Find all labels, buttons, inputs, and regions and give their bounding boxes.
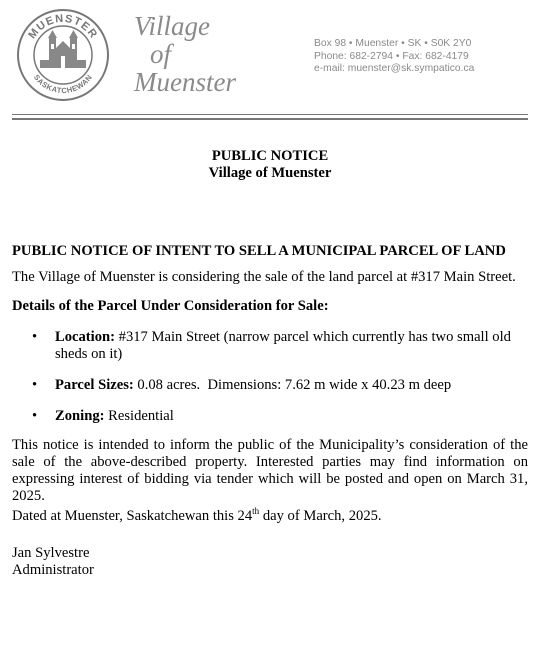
dated-suffix: day of March, 2025. xyxy=(259,508,382,524)
dated-line xyxy=(12,508,528,525)
item-text: #317 Main Street (narrow parcel which currently has two small old sheds on it) xyxy=(55,329,511,362)
notice-subheader: Village of Muenster xyxy=(208,165,332,181)
bullet-icon: • xyxy=(32,377,38,393)
letterhead xyxy=(0,0,547,112)
list-item xyxy=(12,408,528,425)
signer-name: Jan Sylvestre xyxy=(12,545,90,561)
village-name-line2: of xyxy=(150,39,172,69)
notice-header: PUBLIC NOTICE xyxy=(211,148,329,164)
bullet-icon: • xyxy=(32,408,38,424)
details-list xyxy=(12,329,528,425)
email-line: e-mail: muenster@sk.sympatico.ca xyxy=(314,63,475,74)
header-rule-thick xyxy=(12,118,528,120)
dated-prefix: Dated at Muenster, Saskatchewan this 24 xyxy=(12,508,253,524)
signer-title: Administrator xyxy=(12,562,94,578)
village-name-line1: Village xyxy=(134,11,210,41)
list-item xyxy=(12,377,528,394)
phone-fax-line: Phone: 682-2794 • Fax: 682-4179 xyxy=(314,50,469,62)
item-label: Parcel Sizes: xyxy=(55,377,134,393)
village-name-line3: Muenster xyxy=(134,67,236,97)
notice-title: PUBLIC NOTICE OF INTENT TO SELL A MUNICIPAL PARCEL OF LAND xyxy=(12,243,506,259)
bullet-icon: • xyxy=(32,329,38,345)
contact-info xyxy=(314,38,496,76)
item-text: 0.08 acres. Dimensions: 7.62 m wide x 40.23 m deep xyxy=(133,377,452,393)
address-line: Box 98 • Muenster • SK • S0K 2Y0 xyxy=(314,38,472,49)
item-label: Zoning: xyxy=(55,408,105,424)
seal-top-text: MUENSTER xyxy=(26,12,100,42)
notice-body xyxy=(12,148,528,579)
header-rule-thin xyxy=(12,114,528,115)
dated-sup: th xyxy=(252,506,260,517)
village-name-logo xyxy=(134,12,284,96)
body-paragraph: This notice is intended to inform the public of the Municipality’s consideration of the sale of the above-described property. Interested parties may find information on expressing interest of bidding via tender which will be posted and open on March 31, 2025. xyxy=(12,437,528,504)
item-label: Location: xyxy=(55,329,115,345)
seal-bottom-text: SASKATCHEWAN xyxy=(31,72,95,96)
item-text: Residential xyxy=(104,408,174,424)
intro-paragraph: The Village of Muenster is considering the sale of the land parcel at #317 Main Street. xyxy=(12,269,516,285)
list-item xyxy=(12,329,528,363)
details-heading: Details of the Parcel Under Consideration for Sale: xyxy=(12,298,329,314)
village-seal xyxy=(16,8,110,102)
